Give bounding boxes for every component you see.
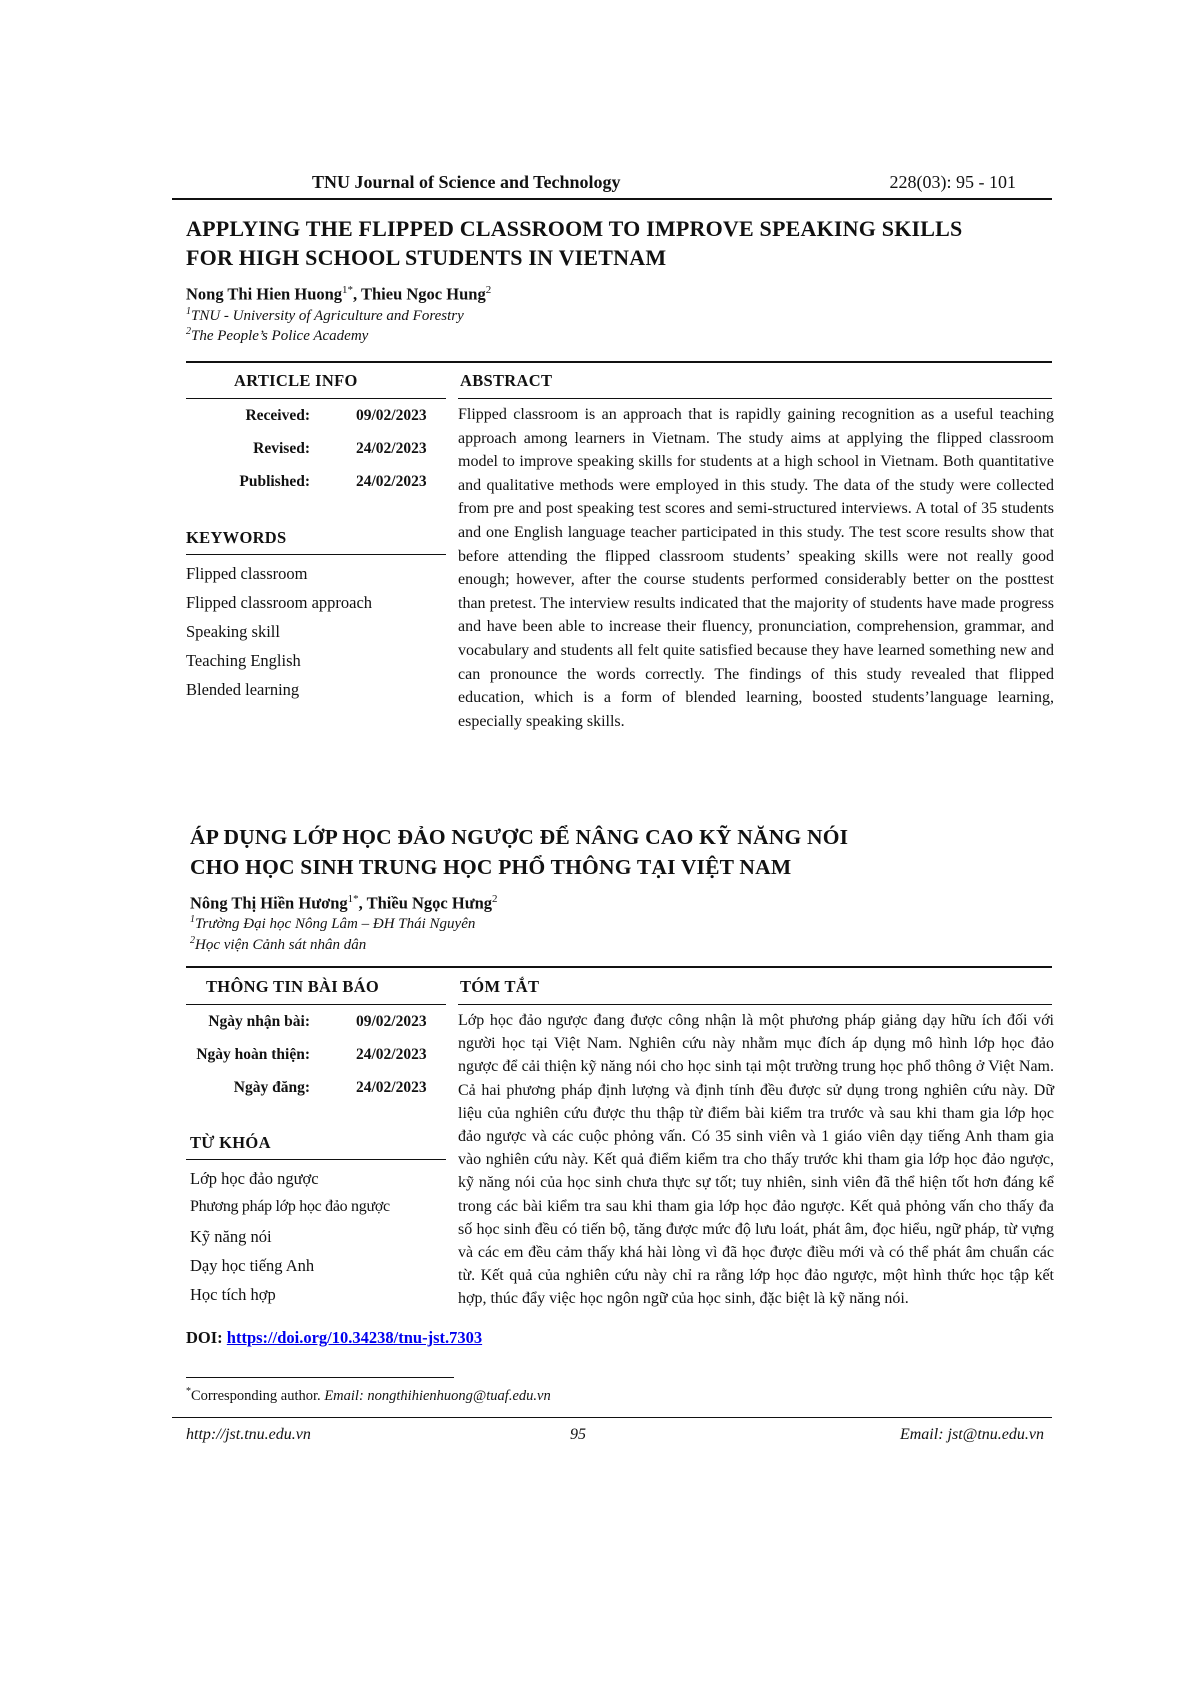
abstract-divider: [458, 398, 1052, 399]
info-divider: [186, 398, 446, 399]
published-label: Published:: [239, 473, 310, 490]
keyword: Kỹ năng nói: [190, 1227, 272, 1246]
footnote-email: nongthihienhuong@tuaf.edu.vn: [367, 1387, 551, 1404]
doi-line: [186, 1328, 482, 1348]
keyword: Teaching English: [186, 651, 301, 670]
divider: [186, 966, 1052, 968]
abstract-divider: [458, 1004, 1052, 1005]
keywords-heading-vi: TỪ KHÓA: [190, 1133, 271, 1152]
received-date: 09/02/2023: [356, 407, 427, 424]
vietnamese-affiliation-2: [190, 935, 366, 954]
english-affiliation-1: [186, 306, 464, 325]
page-footer: [172, 1417, 1052, 1448]
vietnamese-title: [190, 822, 1050, 882]
article-info-heading-vi: THÔNG TIN BÀI BÁO: [206, 977, 380, 996]
keyword: Speaking skill: [186, 622, 280, 641]
page-number: 95: [570, 1426, 586, 1443]
published-label: Ngày đăng:: [233, 1079, 310, 1096]
vietnamese-authors: [190, 893, 498, 914]
corresponding-author-footnote: [186, 1386, 551, 1405]
english-title-line2: FOR HIGH SCHOOL STUDENTS IN VIETNAM: [186, 245, 667, 270]
affiliation-2-text: The People’s Police Academy: [191, 328, 369, 344]
footer-url[interactable]: http://jst.tnu.edu.vn: [186, 1426, 311, 1443]
keywords-divider: [186, 1159, 446, 1160]
received-label: Ngày nhận bài:: [208, 1013, 310, 1030]
vietnamese-title-line2: CHO HỌC SINH TRUNG HỌC PHỔ THÔNG TẠI VIỆT NAM: [190, 855, 792, 879]
keyword: Flipped classroom approach: [186, 593, 373, 612]
author-1-sup: 1*: [342, 284, 354, 296]
footnote-text: Corresponding author.: [191, 1387, 325, 1404]
author-1: Nông Thị Hiền Hương: [190, 893, 348, 913]
keyword: Dạy học tiếng Anh: [190, 1256, 315, 1275]
english-authors: [186, 284, 491, 305]
footnote-email-label: Email:: [324, 1387, 364, 1404]
english-affiliation-2: [186, 326, 368, 345]
author-2: Thiều Ngọc Hưng: [366, 893, 493, 913]
footnote-divider: [186, 1377, 454, 1378]
revised-date: 24/02/2023: [356, 1046, 427, 1063]
author-separator: ,: [353, 284, 361, 304]
vietnamese-affiliation-1: [190, 914, 475, 933]
affiliation-1-sup: 1: [190, 914, 195, 925]
affiliation-1-sup: 1: [186, 306, 191, 317]
author-1: Nong Thi Hien Huong: [186, 284, 343, 304]
journal-header: [172, 170, 1052, 200]
vietnamese-abstract: Lớp học đảo ngược đang được công nhận là một phương pháp giảng dạy hữu ích đối với người học tại Việt Nam. Nghiên cứu này nhằm mục đích áp dụng mô hình lớp học đảo ngược để cải thiện kỹ năng nói cho học sinh tại một trường trung học phổ thông ở Việt Nam. Cả hai phương pháp định lượng và định tính đều được sử dụng trong nghiên cứu này. Dữ liệu của nghiên cứu được thu thập từ điểm bài kiểm tra trước và sau khi tham gia lớp học đảo ngược và các cuộc phỏng vấn. Có 35 sinh viên và 1 giáo viên dạy tiếng Anh tham gia vào nghiên cứu này. Kết quả điểm kiểm tra cho thấy trước khi tham gia lớp học đảo ngược, kỹ năng nói của học sinh chưa thực sự tốt; tuy nhiên, sinh viên đã thể hiện tốt hơn đáng kể trong các bài kiểm tra sau khi tham gia lớp học đảo ngược. Kết quả phỏng vấn cho thấy đa số học sinh đều có tiến bộ, tăng được mức độ lưu loát, phát âm, đọc hiểu, ngữ pháp, từ vựng và các em đều cảm thấy khá hài lòng vì đã học được điều mới và có thể phát âm chuẩn các từ. Kết quả của nghiên cứu này chỉ ra rằng lớp học đảo ngược, một hình thức học tập kết hợp, thúc đẩy việc học ngôn ngữ của học sinh, đặc biệt là kỹ năng nói.: [458, 1012, 1054, 1308]
english-abstract: Flipped classroom is an approach that is rapidly gaining recognition as a useful teaching approach among learners in Vietnam. The study aims at applying the flipped classroom model to improve speaking skills for students at a high school in Vietnam. Both quantitative and qualitative methods were employed in this study. The data of the study were collected from pre and post speaking test scores and semi-structured interviews. A total of 35 students and one English language teacher participated in this study. The test score results show that before attending the flipped classroom students’ speaking skills were not really good enough; however, after the course students performed considerably better on the posttest than pretest. The interview results indicated that the majority of students have made progress and have been able to increase their fluency, pronunciation, comprehension, grammar, and vocabulary and students all felt quite satisfied because they have learned something new and can pronounce the words correctly. The findings of this study revealed that flipped education, which is a form of blended learning, boosted students’language learning, especially speaking skills.: [458, 406, 1054, 730]
keywords-divider: [186, 554, 446, 555]
received-date: 09/02/2023: [356, 1013, 427, 1030]
journal-volume: 228(03): 95 - 101: [889, 172, 1016, 192]
received-label: Received:: [245, 407, 310, 424]
abstract-heading: ABSTRACT: [460, 371, 553, 390]
revised-date: 24/02/2023: [356, 440, 427, 457]
info-divider: [186, 1004, 446, 1005]
revised-label: Ngày hoàn thiện:: [196, 1046, 310, 1063]
author-2-sup: 2: [485, 284, 492, 296]
revised-label: Revised:: [253, 440, 310, 457]
paper-page: [172, 0, 1052, 1698]
doi-link[interactable]: https://doi.org/10.34238/tnu-jst.7303: [226, 1328, 483, 1347]
author-2-sup: 2: [492, 893, 498, 905]
affiliation-2-sup: 2: [190, 935, 195, 946]
keywords-heading: KEYWORDS: [186, 528, 287, 547]
published-date: 24/02/2023: [356, 473, 427, 490]
author-2: Thieu Ngoc Hung: [361, 284, 486, 304]
footer-email[interactable]: Email: jst@tnu.edu.vn: [899, 1426, 1044, 1443]
keyword: Blended learning: [186, 680, 300, 699]
english-title-line1: APPLYING THE FLIPPED CLASSROOM TO IMPROVE SPEAKING SKILLS: [186, 216, 963, 241]
affiliation-1-text: Trường Đại học Nông Lâm – ĐH Thái Nguyên: [195, 916, 476, 932]
keyword: Lớp học đảo ngược: [190, 1169, 319, 1188]
affiliation-2-text: Học viện Cảnh sát nhân dân: [195, 937, 367, 953]
vietnamese-title-line1: ÁP DỤNG LỚP HỌC ĐẢO NGƯỢC ĐỂ NÂNG CAO KỸ NĂNG NÓI: [190, 825, 849, 849]
footnote-marker: *: [186, 1386, 191, 1397]
affiliation-1-text: TNU - University of Agriculture and Forestry: [191, 308, 464, 324]
abstract-heading-vi: TÓM TẮT: [460, 977, 540, 996]
journal-name: TNU Journal of Science and Technology: [312, 172, 621, 192]
affiliation-2-sup: 2: [186, 326, 191, 337]
author-separator: ,: [358, 893, 367, 913]
keyword: Phương pháp lớp học đảo ngược: [190, 1198, 390, 1215]
keyword: Flipped classroom: [186, 564, 308, 583]
keyword: Học tích hợp: [190, 1285, 276, 1304]
english-title: [186, 214, 1046, 272]
doi-label: DOI:: [186, 1328, 223, 1347]
author-1-sup: 1*: [347, 893, 359, 905]
published-date: 24/02/2023: [356, 1079, 427, 1096]
divider: [186, 361, 1052, 363]
article-info-heading: ARTICLE INFO: [234, 371, 358, 390]
